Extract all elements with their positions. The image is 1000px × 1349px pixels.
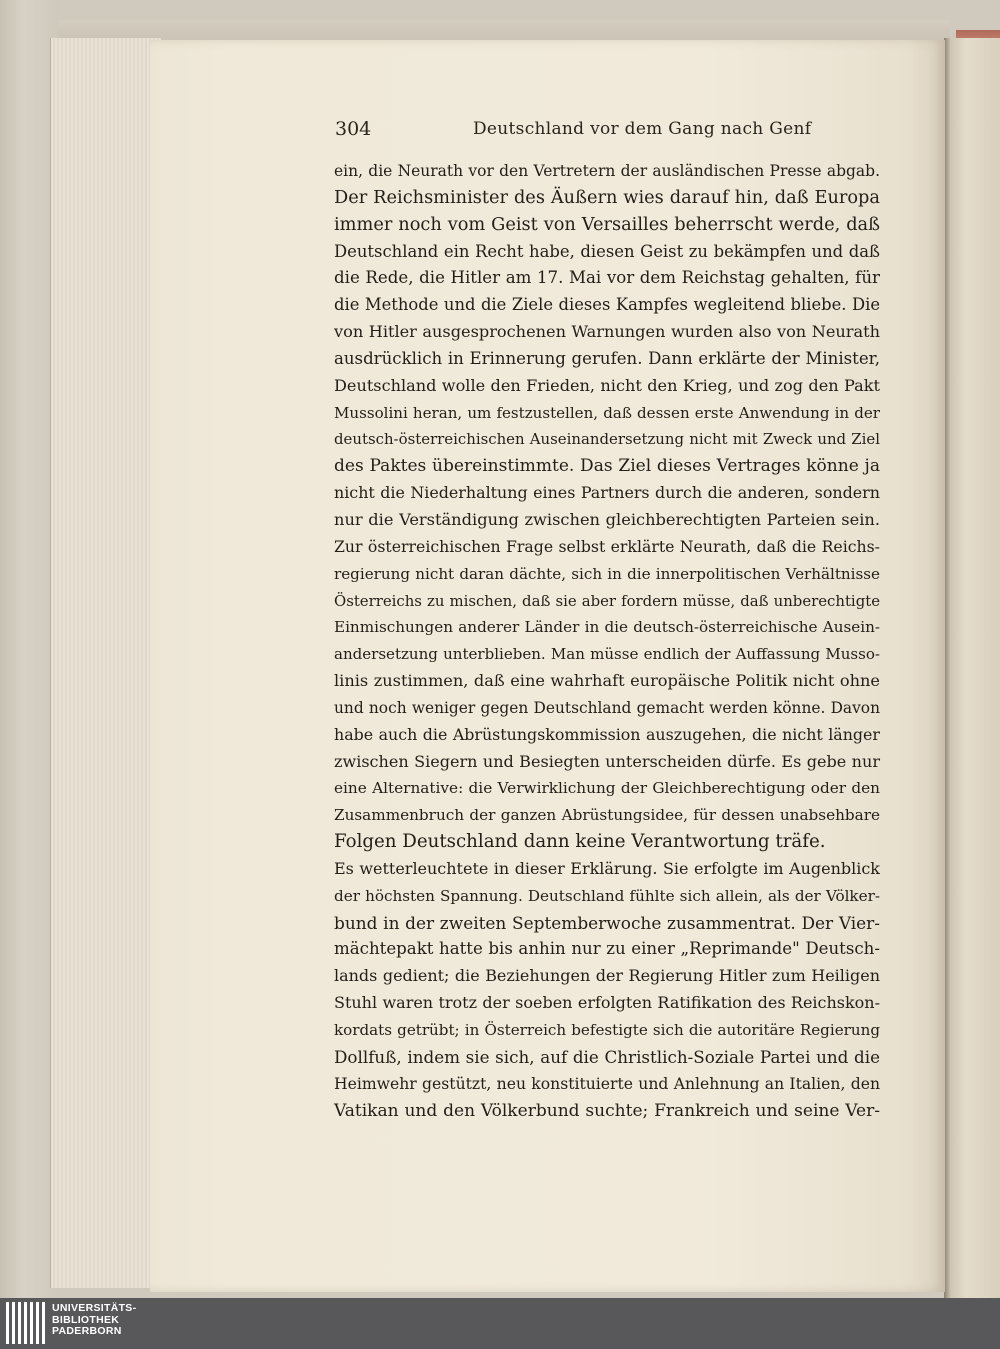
text-line: ein, die Neurath vor den Vertretern der ausländischen Presse abgab.	[334, 162, 880, 180]
text-line: Es wetterleuchtete in dieser Erklärung. Sie erfolgte im Augenblick	[334, 858, 880, 878]
page-edges	[50, 38, 161, 1288]
text-line: bund in der zweiten Septemberwoche zusammentrat. Der Vier-	[334, 912, 880, 933]
library-footer-bar	[0, 1298, 1000, 1349]
text-line: mächtepakt hatte bis anhin nur zu einer „Reprimande" Deutsch-	[334, 939, 880, 959]
text-line: der höchsten Spannung. Deutschland fühlte sich allein, als der Völker-	[334, 886, 880, 905]
logo-line-2: BIBLIOTHEK	[52, 1313, 120, 1326]
text-line: immer noch vom Geist von Versailles beherrscht werde, daß	[334, 214, 880, 235]
text-line: des Paktes übereinstimmte. Das Ziel dieses Vertrages könne ja	[334, 456, 880, 477]
text-line: Deutschland wolle den Frieden, nicht den Krieg, und zog den Pakt	[334, 375, 880, 395]
text-line: Einmischungen anderer Länder in die deutsch-österreichische Ausein-	[334, 618, 880, 637]
library-logo-text	[52, 1303, 136, 1338]
text-line: und noch weniger gegen Deutschland gemacht werden könne. Davon	[334, 698, 880, 717]
text-line: Mussolini heran, um festzustellen, daß dessen erste Anwendung in der	[334, 403, 880, 422]
text-line: Heimwehr gestützt, neu konstituierte und Anlehnung an Italien, den	[334, 1074, 880, 1093]
text-line: lands gedient; die Beziehungen der Regierung Hitler zum Heiligen	[334, 966, 880, 986]
running-title: Deutschland vor dem Gang nach Genf	[473, 119, 812, 139]
text-line: Der Reichsminister des Äußern wies darauf hin, daß Europa	[334, 187, 880, 208]
text-line: kordats getrübt; in Österreich befestigte sich die autoritäre Regierung	[334, 1021, 880, 1039]
text-line: Stuhl waren trotz der soeben erfolgten Ratifikation des Reichskon-	[334, 993, 880, 1013]
text-line: ausdrücklich in Erinnerung gerufen. Dann erklärte der Minister,	[334, 348, 880, 368]
body-text	[334, 158, 880, 1124]
text-line: Österreichs zu mischen, daß sie aber fordern müsse, daß unberechtigte	[334, 591, 880, 610]
text-line: die Rede, die Hitler am 17. Mai vor dem Reichstag gehalten, für	[334, 268, 880, 288]
text-line: deutsch-österreichischen Auseinandersetzung nicht mit Zweck und Ziel	[334, 430, 880, 449]
text-line: eine Alternative: die Verwirklichung der Gleichberechtigung oder den	[334, 779, 880, 798]
text-line: von Hitler ausgesprochenen Warnungen wurden also von Neurath	[334, 322, 880, 342]
text-line: zwischen Siegern und Besiegten unterscheiden dürfe. Es gebe nur	[334, 751, 880, 771]
library-logo-icon	[6, 1302, 46, 1344]
text-line: nicht die Niederhaltung eines Partners durch die anderen, sondern	[334, 483, 880, 503]
text-line: die Methode und die Ziele dieses Kampfes wegleitend bliebe. Die	[334, 295, 880, 315]
text-line: habe auch die Abrüstungskommission auszugehen, die nicht länger	[334, 724, 880, 744]
text-line: Dollfuß, indem sie sich, auf die Christlich-Soziale Partei und die	[334, 1046, 880, 1067]
page-number: 304	[335, 118, 372, 140]
text-line: nur die Verständigung zwischen gleichberechtigten Parteien sein.	[334, 509, 880, 529]
logo-line-1: UNIVERSITÄTS-	[52, 1302, 137, 1314]
logo-line-3: PADERBORN	[52, 1325, 122, 1337]
page-header	[335, 118, 880, 142]
text-line: andersetzung unterblieben. Man müsse endlich der Auffassung Musso-	[334, 645, 880, 664]
text-line: regierung nicht daran dächte, sich in die innerpolitischen Verhältnisse	[334, 564, 880, 583]
text-line: linis zustimmen, daß eine wahrhaft europäische Politik nicht ohne	[334, 671, 880, 691]
text-line: Zusammenbruch der ganzen Abrüstungsidee, für dessen unabsehbare	[334, 806, 880, 825]
facing-page-edge	[944, 38, 1000, 1298]
text-line: Folgen Deutschland dann keine Verantwortung träfe.	[334, 831, 826, 853]
text-line: Vatikan und den Völkerbund suchte; Frankreich und seine Ver-	[334, 1100, 880, 1121]
text-line: Deutschland ein Recht habe, diesen Geist zu bekämpfen und daß	[334, 241, 880, 261]
text-line: Zur österreichischen Frage selbst erklärte Neurath, daß die Reichs-	[334, 536, 880, 556]
